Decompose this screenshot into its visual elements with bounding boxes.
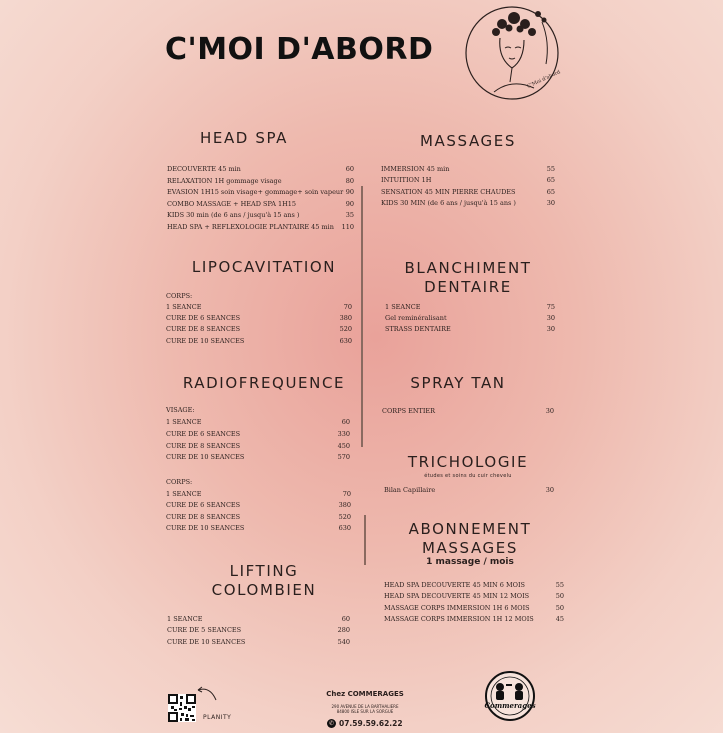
title-line: DENTAIRE bbox=[424, 278, 512, 296]
section-title-lipocavitation: LIPOCAVITATION bbox=[191, 258, 337, 276]
face-flower-logo bbox=[462, 2, 562, 104]
address-line: 84800 ISLE SUR LA SORGUE bbox=[336, 709, 394, 714]
title-line: ABONNEMENT bbox=[408, 520, 532, 538]
service-price: 70 bbox=[342, 490, 351, 498]
service-price: 380 bbox=[338, 501, 351, 510]
service-name: IMMERSION 45 min bbox=[381, 165, 450, 173]
price-row bbox=[167, 625, 350, 636]
service-price: 50 bbox=[555, 592, 564, 601]
title-line: LIFTING bbox=[229, 562, 299, 580]
address-line: 290 AVENUE DE LA BARTHALIERE bbox=[331, 704, 399, 709]
service-name: HEAD SPA DECOUVERTE 45 MIN 6 MOIS bbox=[384, 581, 525, 589]
price-row bbox=[384, 591, 564, 602]
svg-text:Commerages: Commerages bbox=[484, 701, 536, 710]
price-row bbox=[166, 500, 351, 511]
service-name: CURE DE 10 SEANCES bbox=[166, 336, 245, 345]
price-row bbox=[166, 452, 350, 463]
service-price: 450 bbox=[337, 441, 350, 450]
price-row bbox=[166, 512, 351, 523]
service-price: 380 bbox=[339, 314, 352, 323]
service-name: Gel reminéralisant bbox=[385, 314, 447, 323]
abonnement-subtitle: 1 massage / mois bbox=[426, 557, 514, 567]
service-price: 55 bbox=[546, 165, 555, 173]
group-label: CORPS: bbox=[166, 478, 193, 486]
service-price: 45 bbox=[555, 615, 564, 624]
section-title-lifting bbox=[167, 562, 361, 600]
service-price: 70 bbox=[343, 303, 352, 311]
service-name: CURE DE 10 SEANCES bbox=[167, 637, 246, 646]
price-row bbox=[167, 614, 350, 625]
section-title-blanchiment bbox=[380, 259, 556, 297]
price-row bbox=[384, 603, 564, 614]
service-name: CURE DE 10 SEANCES bbox=[166, 453, 245, 462]
service-name: INTUITION 1H bbox=[381, 176, 432, 185]
service-name: MASSAGE CORPS IMMERSION 1H 12 MOIS bbox=[384, 615, 534, 624]
service-price: 30 bbox=[546, 199, 555, 208]
service-price: 630 bbox=[338, 524, 351, 533]
service-price: 110 bbox=[341, 223, 354, 231]
service-name: CURE DE 6 SEANCES bbox=[166, 501, 241, 510]
price-row bbox=[166, 429, 350, 440]
service-name: CURE DE 6 SEANCES bbox=[166, 314, 241, 323]
title-line: BLANCHIMENT bbox=[404, 259, 532, 277]
title-line: MASSAGES bbox=[422, 539, 518, 557]
service-name: STRASS DENTAIRE bbox=[385, 325, 451, 334]
service-price: 55 bbox=[555, 581, 564, 589]
service-price: 60 bbox=[341, 418, 350, 426]
service-price: 65 bbox=[546, 187, 555, 196]
service-name: CURE DE 8 SEANCES bbox=[166, 512, 241, 521]
price-row bbox=[384, 614, 564, 625]
service-price: 540 bbox=[337, 637, 350, 646]
column-divider bbox=[361, 186, 363, 447]
section-title-radiofrequence: RADIOFREQUENCE bbox=[182, 374, 346, 392]
price-row bbox=[381, 175, 555, 186]
price-row bbox=[384, 485, 554, 496]
service-name: KIDS 30 min (de 6 ans / jusqu'à 15 ans ) bbox=[167, 211, 300, 220]
curved-arrow-icon bbox=[196, 686, 220, 710]
service-name: 1 SEANCE bbox=[166, 490, 202, 498]
service-price: 30 bbox=[545, 407, 554, 415]
page-title: C'MOI D'ABORD bbox=[165, 32, 434, 67]
price-row bbox=[381, 198, 555, 209]
service-price: 90 bbox=[345, 199, 354, 208]
price-row bbox=[166, 417, 350, 428]
service-name: DECOUVERTE 45 min bbox=[167, 165, 241, 173]
price-row bbox=[167, 222, 354, 233]
service-price: 30 bbox=[546, 325, 555, 334]
service-price: 520 bbox=[339, 325, 352, 334]
shop-name: Chez COMMERAGES bbox=[326, 690, 404, 698]
price-row bbox=[166, 302, 352, 313]
service-price: 65 bbox=[546, 176, 555, 185]
service-price: 50 bbox=[555, 603, 564, 612]
price-row bbox=[166, 313, 352, 324]
shop-address bbox=[300, 704, 430, 714]
group-label: CORPS: bbox=[166, 292, 193, 300]
price-row bbox=[381, 187, 555, 198]
service-name: 1 SEANCE bbox=[166, 418, 202, 426]
price-row bbox=[384, 580, 564, 591]
title-line: COLOMBIEN bbox=[211, 581, 317, 599]
service-name: COMBO MASSAGE + HEAD SPA 1H15 bbox=[167, 199, 297, 208]
phone-number: 07.59.59.62.22 bbox=[339, 719, 403, 728]
price-row bbox=[166, 489, 351, 500]
service-name: SENSATION 45 MIN PIERRE CHAUDES bbox=[381, 187, 516, 196]
price-row bbox=[385, 302, 555, 313]
service-price: 75 bbox=[546, 303, 555, 311]
service-name: HEAD SPA + REFLEXOLOGIE PLANTAIRE 45 min bbox=[167, 223, 334, 231]
group-label: VISAGE: bbox=[166, 406, 195, 414]
price-row bbox=[385, 324, 555, 335]
price-row bbox=[167, 637, 350, 648]
service-price: 35 bbox=[345, 211, 354, 220]
section-title-spray-tan: SPRAY TAN bbox=[410, 374, 506, 392]
price-row bbox=[166, 523, 351, 534]
price-row bbox=[166, 441, 350, 452]
service-name: 1 SEANCE bbox=[167, 615, 203, 623]
trichologie-subtitle: études et soins du cuir chevelu bbox=[424, 473, 512, 479]
section-title-abonnement bbox=[380, 520, 560, 558]
service-name: HEAD SPA DECOUVERTE 45 MIN 12 MOIS bbox=[384, 592, 530, 601]
price-row bbox=[167, 187, 354, 198]
service-name: KIDS 30 MIN (de 6 ans / jusqu'à 15 ans ) bbox=[381, 199, 516, 208]
section-title-head-spa: HEAD SPA bbox=[199, 129, 288, 147]
section-title-massages: MASSAGES bbox=[420, 132, 516, 150]
service-name: CURE DE 8 SEANCES bbox=[166, 441, 241, 450]
service-name: CURE DE 8 SEANCES bbox=[166, 325, 241, 334]
service-name: CURE DE 10 SEANCES bbox=[166, 524, 245, 533]
service-name: EVASION 1H15 soin visage+ gommage+ soin vapeur bbox=[167, 188, 344, 197]
price-row bbox=[385, 313, 555, 324]
section-title-trichologie: TRICHOLOGIE bbox=[407, 453, 529, 471]
planity-label: PLANITY bbox=[203, 714, 232, 721]
service-name: CURE DE 6 SEANCES bbox=[166, 429, 241, 438]
service-price: 30 bbox=[545, 486, 554, 494]
commerages-badge bbox=[484, 670, 536, 722]
price-row bbox=[382, 406, 554, 417]
service-price: 330 bbox=[337, 429, 350, 438]
price-row bbox=[381, 164, 555, 175]
service-price: 520 bbox=[338, 512, 351, 521]
service-price: 60 bbox=[341, 615, 350, 623]
service-name: MASSAGE CORPS IMMERSION 1H 6 MOIS bbox=[384, 603, 530, 612]
service-name: 1 SEANCE bbox=[385, 303, 421, 311]
service-price: 60 bbox=[345, 165, 354, 173]
price-row bbox=[167, 164, 354, 175]
svg-text:C'Moi d'abord: C'Moi d'abord bbox=[526, 69, 562, 90]
service-name: CORPS ENTIER bbox=[382, 407, 436, 415]
service-name: CURE DE 5 SEANCES bbox=[167, 626, 242, 635]
phone-icon: ✆ bbox=[328, 720, 335, 727]
price-row bbox=[166, 336, 352, 347]
service-price: 280 bbox=[337, 626, 350, 635]
price-row bbox=[167, 199, 354, 210]
service-name: Bilan Capillaire bbox=[384, 486, 436, 494]
price-row bbox=[166, 324, 352, 335]
service-price: 570 bbox=[337, 453, 350, 462]
qr-code[interactable] bbox=[168, 694, 196, 722]
service-name: 1 SEANCE bbox=[166, 303, 202, 311]
column-divider bbox=[364, 515, 366, 565]
service-price: 30 bbox=[546, 314, 555, 323]
service-name: RELAXATION 1H gommage visage bbox=[167, 176, 282, 185]
phone-line[interactable] bbox=[327, 719, 403, 728]
service-price: 80 bbox=[345, 176, 354, 185]
price-row bbox=[167, 210, 354, 221]
service-price: 630 bbox=[339, 336, 352, 345]
service-price: 90 bbox=[345, 188, 354, 197]
price-row bbox=[167, 176, 354, 187]
